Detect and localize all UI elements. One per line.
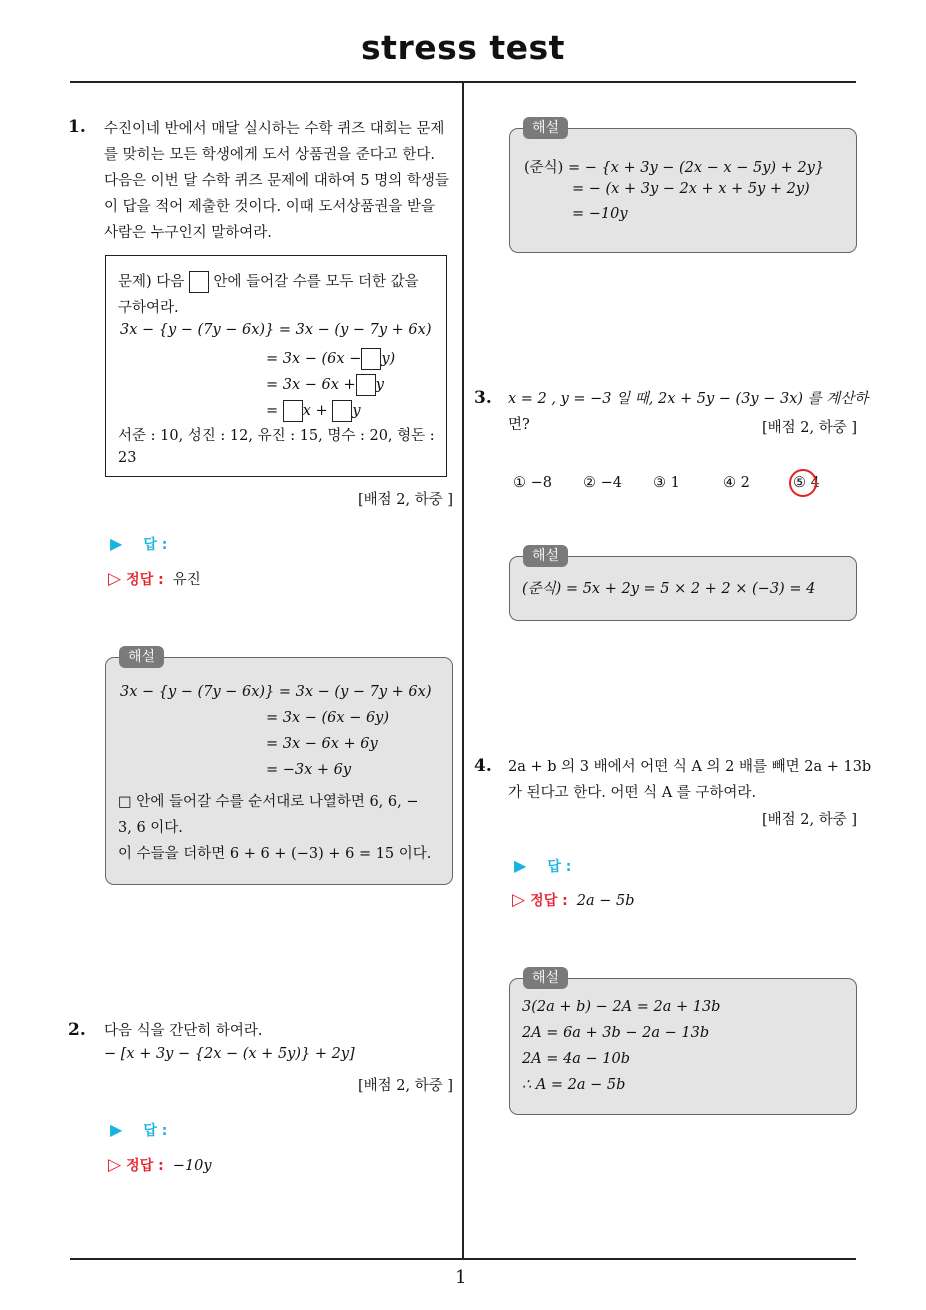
- answer-row-2[interactable]: [110, 1120, 167, 1140]
- solution-box-1: [105, 657, 453, 885]
- question-4-meta: [배점 2, 하중 ]: [761, 812, 857, 828]
- problem-eq-3: = 3x − 6x + y: [266, 374, 384, 396]
- choice-5[interactable]: ⑤ 4: [793, 475, 820, 491]
- blank-box: [356, 374, 376, 396]
- correct-value: 유진: [172, 572, 201, 588]
- correct-label: 정답 :: [126, 572, 164, 588]
- solution-text: 이 수들을 더하면 6 + 6 + (−3) + 6 = 15 이다.: [118, 846, 432, 862]
- filled-triangle-right-icon: ▶: [514, 856, 527, 875]
- problem-box: [105, 255, 447, 477]
- choice-2[interactable]: ② −4: [583, 475, 622, 491]
- question-2-text: 다음 식을 간단히 하여라.: [104, 1023, 263, 1039]
- question-number-2: 2.: [68, 1020, 86, 1040]
- filled-triangle-right-icon: ▶: [110, 534, 123, 553]
- question-4-text-2: 가 된다고 한다. 어떤 식 A 를 구하여라.: [508, 785, 757, 801]
- correct-row-4: [512, 890, 635, 910]
- outline-triangle-right-icon: ▷: [108, 1155, 122, 1175]
- answer-row-4[interactable]: [514, 856, 571, 876]
- question-4-text: 2a + b 의 3 배에서 어떤 식 A 의 2 배를 빼면 2a + 13b: [508, 759, 872, 775]
- page-number: 1: [455, 1267, 467, 1288]
- filled-triangle-right-icon: ▶: [110, 1120, 123, 1139]
- solution-line: = − (x + 3y − 2x + x + 5y + 2y): [572, 181, 810, 197]
- correct-value: 2a − 5b: [576, 893, 635, 909]
- text-line: 를 맞히는 모든 학생에게 도서 상품권을 준다고 한다.: [104, 147, 436, 163]
- blank-box: [189, 271, 209, 293]
- problem-intro: 문제) 다음 안에 들어갈 수를 모두 더한 값을: [118, 270, 419, 293]
- solution-tag: 해설: [523, 967, 568, 989]
- question-number-1: 1.: [68, 117, 86, 137]
- solution-tag: 해설: [523, 545, 568, 567]
- column-divider: [462, 83, 464, 1259]
- question-2-meta: [배점 2, 하중 ]: [357, 1078, 453, 1094]
- blank-box: [361, 348, 381, 370]
- solution-text: 3, 6 이다.: [118, 820, 183, 836]
- footer-rule: [70, 1258, 856, 1260]
- solution-box-4: [509, 978, 857, 1115]
- problem-eq-1: 3x − {y − (7y − 6x)} = 3x − (y − 7y + 6x): [120, 322, 432, 338]
- text-line: 사람은 누구인지 말하여라.: [104, 225, 272, 241]
- solution-line: = 3x − (6x − 6y): [266, 710, 390, 726]
- solution-line: (준식) = 5x + 2y = 5 × 2 + 2 × (−3) = 4: [522, 581, 816, 597]
- solution-box-2: [509, 128, 857, 253]
- question-1-meta: [배점 2, 하중 ]: [357, 492, 453, 508]
- answer-label: 답 :: [143, 537, 168, 553]
- solution-line: 2A = 4a − 10b: [522, 1051, 631, 1067]
- outline-triangle-right-icon: ▷: [512, 890, 526, 910]
- correct-row-2: [108, 1155, 212, 1175]
- problem-intro-2: 구하여라.: [118, 300, 179, 316]
- correct-label: 정답 :: [530, 893, 568, 909]
- solution-tag: 해설: [523, 117, 568, 139]
- solution-line: 3(2a + b) − 2A = 2a + 13b: [522, 999, 721, 1015]
- answer-label: 답 :: [143, 1123, 168, 1139]
- question-3-text-2: 면?: [508, 417, 530, 433]
- student-answers-2: 23: [118, 450, 137, 466]
- question-3-meta: [배점 2, 하중 ]: [761, 420, 857, 436]
- outline-triangle-right-icon: ▷: [108, 569, 122, 589]
- choice-3[interactable]: ③ 1: [653, 475, 680, 491]
- question-number-3: 3.: [474, 388, 492, 408]
- blank-box: [283, 400, 303, 422]
- solution-line: ∴ A = 2a − 5b: [522, 1077, 626, 1093]
- solution-line: 3x − {y − (7y − 6x)} = 3x − (y − 7y + 6x): [120, 684, 432, 700]
- problem-eq-4: = x + y: [266, 400, 361, 422]
- answer-row-1[interactable]: [110, 534, 167, 554]
- correct-row-1: [108, 568, 201, 589]
- correct-label: 정답 :: [126, 1158, 164, 1174]
- solution-line: 2A = 6a + 3b − 2a − 13b: [522, 1025, 710, 1041]
- solution-line: = −10y: [572, 206, 628, 222]
- choice-1[interactable]: ① −8: [513, 475, 552, 491]
- choice-4[interactable]: ④ 2: [723, 475, 750, 491]
- solution-text: □ 안에 들어갈 수를 순서대로 나열하면 6, 6, −: [118, 794, 419, 810]
- question-3-text: x = 2 , y = −3 일 때, 2x + 5y − (3y − 3x) 를 계산하: [508, 391, 869, 407]
- question-number-4: 4.: [474, 756, 492, 776]
- student-answers: 서준 : 10, 성진 : 12, 유진 : 15, 명수 : 20, 형돈 :: [118, 428, 435, 444]
- text-line: 이 답을 적어 제출한 것이다. 이때 도서상품권을 받을: [104, 199, 436, 215]
- text-line: 다음은 이번 달 수학 퀴즈 문제에 대하여 5 명의 학생들: [104, 173, 449, 189]
- question-2-expr: − [x + 3y − {2x − (x + 5y)} + 2y]: [104, 1046, 355, 1062]
- blank-box: [332, 400, 352, 422]
- problem-eq-2: = 3x − (6x − y): [266, 348, 395, 370]
- solution-line: = −3x + 6y: [266, 762, 352, 778]
- solution-line: (준식) = − {x + 3y − (2x − x − 5y) + 2y}: [524, 160, 825, 176]
- red-circle-icon: [789, 469, 817, 497]
- text-line: 수진이네 반에서 매달 실시하는 수학 퀴즈 대회는 문제: [104, 121, 445, 137]
- correct-value: −10y: [172, 1158, 212, 1174]
- solution-line: = 3x − 6x + 6y: [266, 736, 378, 752]
- solution-tag: 해설: [119, 646, 164, 668]
- question-1-text: [104, 116, 456, 246]
- page-title: stress test: [361, 28, 565, 67]
- answer-label: 답 :: [547, 859, 572, 875]
